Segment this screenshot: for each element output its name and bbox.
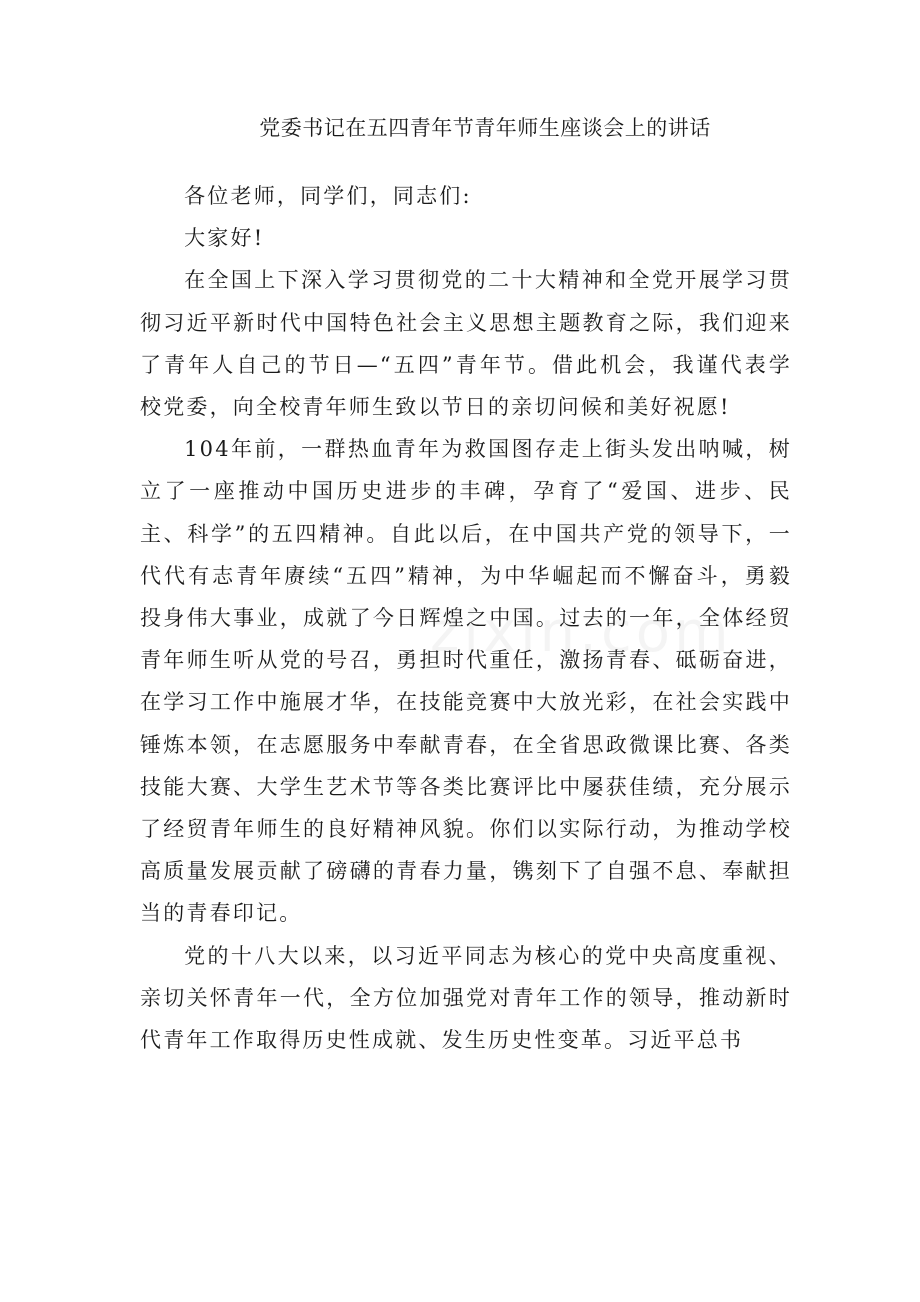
paragraph: 党的十八大以来，以习近平同志为核心的党中央高度重视、亲切关怀青年一代，全方位加强党对青年工作的领导，推动新时代青年工作取得历史性成就、发生历史性变革。习近平总书 (140, 943, 792, 1053)
greeting: 大家好! (184, 226, 265, 251)
salutation: 各位老师，同学们，同志们: (184, 184, 472, 208)
document-title: 党委书记在五四青年节青年师生座谈会上的讲话 (259, 116, 711, 140)
paragraph: 104年前，一群热血青年为救国图存走上街头发出呐喊，树立了一座推动中国历史进步的丰碑，孕育了“爱国、进步、民主、科学”的五四精神。自此以后，在中国共产党的领导下，一代代有志青年赓续“五四”精神，为中华崛起而不懈奋斗，勇毅投身伟大事业，成就了今日辉煌之中国。过去的一年，全体经贸青年师生听从党的号召，勇担时代重任，激扬青春、砥砺奋进，在学习工作中施展才华，在技能竞赛中大放光彩，在社会实践中锤炼本领，在志愿服务中奉献青春，在全省思政微课比赛、各类技能大赛、大学生艺术节等各类比赛评比中屡获佳绩，充分展示了经贸青年师生的良好精神风貌。你们以实际行动，为推动学校高质量发展贡献了磅礴的青春力量，镌刻下了自强不息、奉献担当的青春印记。 (140, 437, 792, 926)
paragraph: 在全国上下深入学习贯彻党的二十大精神和全党开展学习贯彻习近平新时代中国特色社会主义思想主题教育之际，我们迎来了青年人自己的节日—“五四”青年节。借此机会，我谨代表学校党委，向全校青年师生致以节日的亲切问候和美好祝愿! (140, 268, 792, 420)
document-body (140, 175, 792, 1061)
